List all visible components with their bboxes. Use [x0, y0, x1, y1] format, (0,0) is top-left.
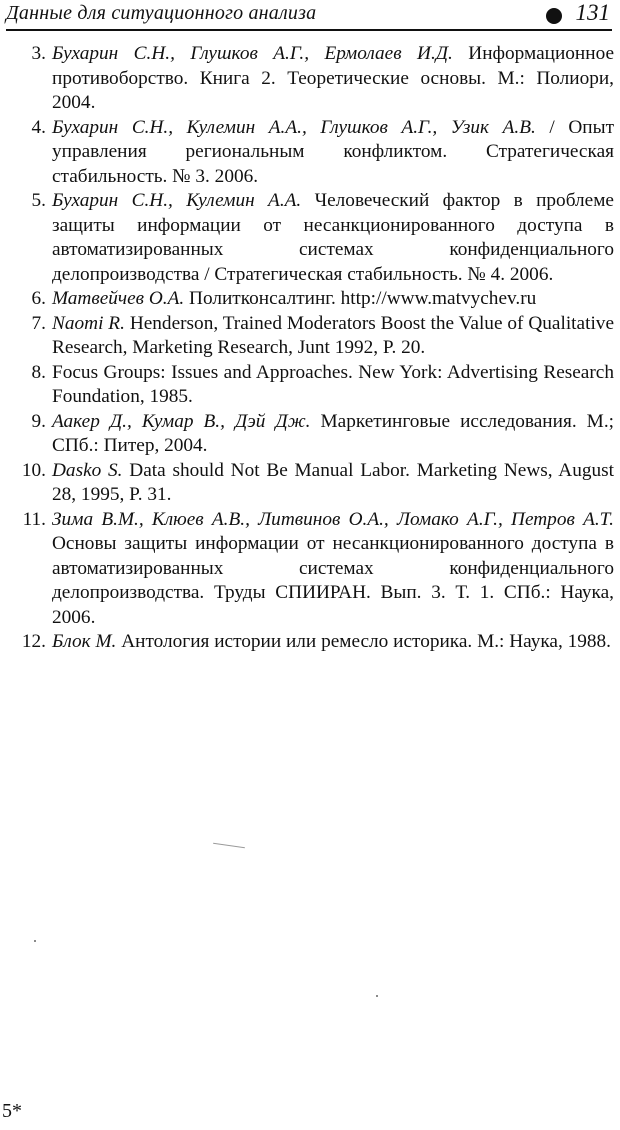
reference-authors: Бухарин С.Н., Глушков А.Г., Ермолаев И.Д. [52, 43, 453, 64]
reference-authors: Бухарин С.Н., Кулемин А.А. [52, 190, 302, 211]
reference-text: Data should Not Be Manual Labor. Marketing News, August 28, 1995, P. 31. [52, 459, 614, 505]
reference-number: 4. [31, 116, 46, 138]
reference-authors: Матвейчев О.А. [52, 288, 185, 309]
signature-mark: 5* [2, 1100, 22, 1122]
reference-text: Henderson, Trained Moderators Boost the Value of Qualitative Research, Marketing Research, Junt 1992, P. 20. [52, 312, 615, 358]
reference-item [0, 508, 620, 631]
scan-speck [34, 940, 36, 942]
reference-text: Политконсалтинг. http://www.matvychev.ru [189, 288, 537, 309]
reference-number: 3. [31, 43, 46, 64]
running-header-title: Данные для ситуационного анализа [6, 2, 317, 24]
reference-body [52, 287, 620, 312]
header-rule [6, 29, 612, 31]
reference-authors: Аакер Д., Кумар В., Дэй Дж. [52, 410, 311, 432]
reference-number: 8. [31, 361, 46, 383]
page-number: 131 [575, 0, 610, 25]
reference-authors: Блок М. [52, 631, 117, 652]
reference-text: / Опыт управления региональным конфликтом. Стратегическая стабильность. № 3. 2006. [52, 116, 614, 187]
reference-body [52, 189, 620, 287]
reference-text: Основы защиты информации от несанкционированного доступа в автоматизированных системах конфиденциального делопроизводства. Труды СПИИРАН. Вып. 3. Т. 1. СПб.: Наука, 2006. [52, 533, 614, 628]
reference-body [52, 42, 620, 116]
reference-number: 7. [31, 312, 46, 334]
reference-body [52, 459, 620, 508]
reference-body [52, 508, 620, 631]
reference-text: Информационное противоборство. Книга 2. Теоретические основы. М.: Полиори, 2004. [52, 43, 614, 113]
scan-speck [376, 995, 378, 997]
reference-body [52, 312, 620, 361]
reference-text: Антология истории или ремесло историка. М.: Наука, 1988. [121, 631, 612, 652]
reference-item [0, 189, 620, 287]
scan-mark [213, 843, 245, 848]
reference-item [0, 459, 620, 508]
reference-authors: Бухарин С.Н., Кулемин А.А., Глушков А.Г., Узик А.В. [52, 116, 536, 138]
reference-body [52, 630, 620, 655]
reference-number: 6. [31, 288, 46, 309]
reference-item [0, 116, 620, 190]
reference-body [52, 361, 620, 410]
reference-number: 12. [21, 631, 46, 652]
reference-item [0, 410, 620, 459]
reference-authors: Зима В.М., Клюев А.В., Литвинов О.А., Ломако А.Г., Петров А.Т. [52, 508, 614, 530]
reference-text: Человеческий фактор в проблеме защиты информации от несанкционированного доступа в автоматизированных системах конфиденциального делопроизводства / Стратегическая стабильность. № 4. 2006. [52, 190, 614, 285]
reference-number: 5. [31, 190, 46, 211]
reference-body [52, 410, 620, 459]
running-header [6, 0, 612, 30]
reference-item [0, 630, 620, 655]
reference-list [0, 42, 620, 655]
reference-authors: Dasko S. [52, 459, 123, 481]
reference-number: 9. [31, 410, 46, 432]
reference-item [0, 312, 620, 361]
reference-text: Focus Groups: Issues and Approaches. New York: Advertising Research Foundation, 1985. [52, 361, 614, 407]
reference-number: 10. [21, 459, 46, 481]
reference-body [52, 116, 620, 190]
reference-number: 11. [22, 508, 46, 530]
reference-authors: Naomi R. [52, 312, 125, 334]
reference-item [0, 42, 620, 116]
reference-item [0, 361, 620, 410]
bullet-icon [546, 8, 562, 24]
reference-item [0, 287, 620, 312]
reference-text: Маркетинговые исследования. М.; СПб.: Питер, 2004. [52, 410, 614, 456]
